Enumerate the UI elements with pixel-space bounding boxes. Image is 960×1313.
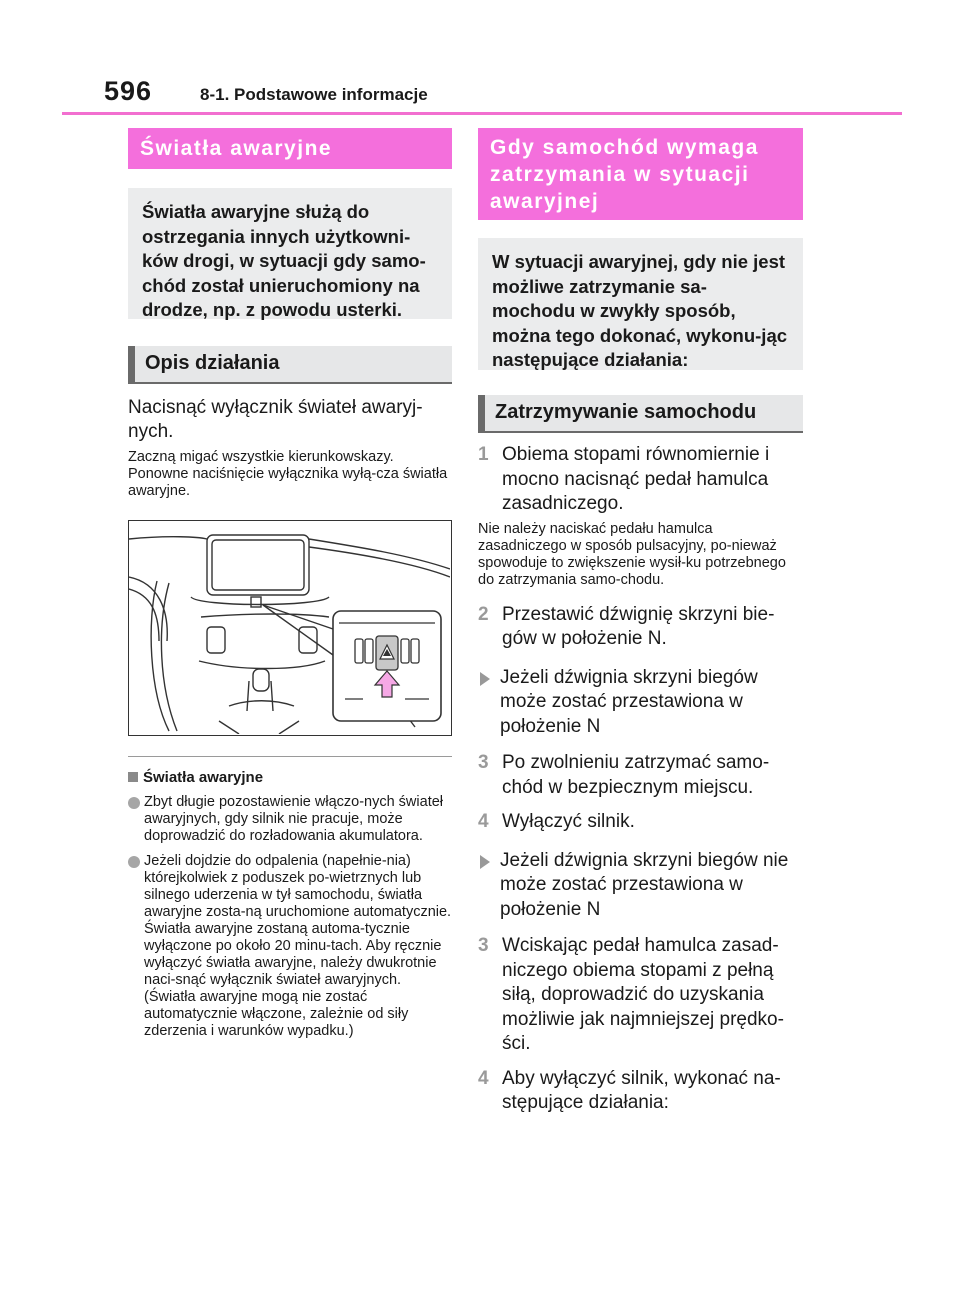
condition-text: Jeżeli dźwignia skrzyni biegów może zostać przestawiona w położenie N (500, 666, 758, 737)
emergency-intro-box: W sytuacji awaryjnej, gdy nie jest możliwe zatrzymanie sa-mochodu w zwykły sposób, można tego dokonać, wykonu-jąc następujące działania: (478, 238, 803, 370)
operation-subheading: Opis działania (128, 346, 452, 384)
step-4 (478, 810, 803, 835)
step-text: Obiema stopami równomiernie i mocno nacisnąć pedał hamulca zasadniczego. (502, 444, 770, 514)
step-1 (478, 443, 803, 517)
step-number: 3 (478, 752, 489, 773)
hazard-switch-callout (333, 611, 441, 721)
condition-shift-possible (478, 666, 803, 740)
note-bullet (128, 794, 452, 845)
step-2 (478, 603, 803, 652)
step-text: Wyłączyć silnik. (502, 811, 635, 832)
circle-bullet-icon (128, 797, 140, 809)
step-number: 4 (478, 811, 489, 832)
triangle-pointer-icon (480, 672, 490, 686)
note-square-icon (128, 772, 138, 782)
note-block (128, 756, 452, 1040)
step-number: 2 (478, 603, 489, 625)
header-rule (62, 112, 902, 115)
dashboard-drawing (129, 521, 450, 734)
note-bullet-text: Zbyt długie pozostawienie włączo-nych świateł awaryjnych, gdy silnik nie pracuje, może doprowadzić do rozładowania akumulatora. (144, 794, 444, 844)
step-4-alt (478, 1067, 803, 1116)
hazard-lights-title: Światła awaryjne (128, 128, 452, 169)
emergency-stop-section (478, 128, 803, 1116)
note-bullet-text: Jeżeli dojdzie do odpalenia (napełnie-nia) którejkolwiek z poduszek po-wietrznych lub silnego uderzenia w tył samochodu, światła awaryjne zosta-ną uruchomione automatycznie. Światła awaryjne zostaną automa-tycznie wyłączone po około 20 minu-tach. Aby ręcznie wyłączyć światła awaryjne, należy dwukrotnie naci-snąć wyłącznik świateł awaryjnych. (Światła awaryjne mogą nie zostać automatycznie włączone, zależnie od siły zderzenia i warunków wypadku.) (144, 853, 452, 1039)
condition-text: Jeżeli dźwignia skrzyni biegów nie może zostać przestawiona w położenie N (500, 849, 789, 920)
triangle-pointer-icon (480, 855, 490, 869)
step-number: 1 (478, 444, 489, 465)
step-number: 3 (478, 935, 489, 956)
chapter-title: 8-1. Podstawowe informacje (200, 85, 428, 104)
hazard-intro-box: Światła awaryjne służą do ostrzegania innych użytkowni-ków drogi, w sytuacji gdy samo-chód został unieruchomiony na drodze, np. z powodu usterki. (128, 188, 452, 319)
hazard-instruction-note: Zaczną migać wszystkie kierunkowskazy. Ponowne naciśnięcie wyłącznika wyłą-cza światła awaryjne. (128, 449, 448, 499)
stopping-subheading: Zatrzymywanie samochodu (478, 395, 803, 433)
note-title-text: Światła awaryjne (143, 769, 264, 786)
step-text: Po zwolnieniu zatrzymać samo-chód w bezpiecznym miejscu. (502, 752, 770, 798)
step-3-alt (478, 934, 803, 1057)
circle-bullet-icon (128, 856, 140, 868)
step-text: Wciskając pedał hamulca zasad-niczego obiema stopami z pełną siłą, doprowadzić do uzyskania możliwie jak najmniejszej prędko-ści. (502, 935, 784, 1054)
step-text: Aby wyłączyć silnik, wykonać na-stępujące działania: (502, 1067, 781, 1113)
step-number: 4 (478, 1067, 489, 1089)
dashboard-illustration (128, 520, 452, 736)
page-number: 596 (104, 76, 153, 106)
step-3 (478, 751, 803, 800)
step-text: Przestawić dźwignię skrzyni bie-gów w położenie N. (502, 603, 775, 649)
emergency-stop-title: Gdy samochód wymaga zatrzymania w sytuacji awaryjnej (478, 128, 803, 220)
step-1-note: Nie należy naciskać pedału hamulca zasadniczego w sposób pulsacyjny, po-nieważ spowoduje to zwiększenie wysił-ku potrzebnego do zatrzymania samo-chodu. (478, 520, 786, 588)
hazard-instruction: Nacisnąć wyłącznik świateł awaryj-nych. (128, 397, 423, 442)
note-title (128, 769, 452, 786)
hazard-lights-section (128, 128, 452, 1040)
note-bullet (128, 853, 452, 1040)
condition-shift-impossible (478, 849, 803, 923)
